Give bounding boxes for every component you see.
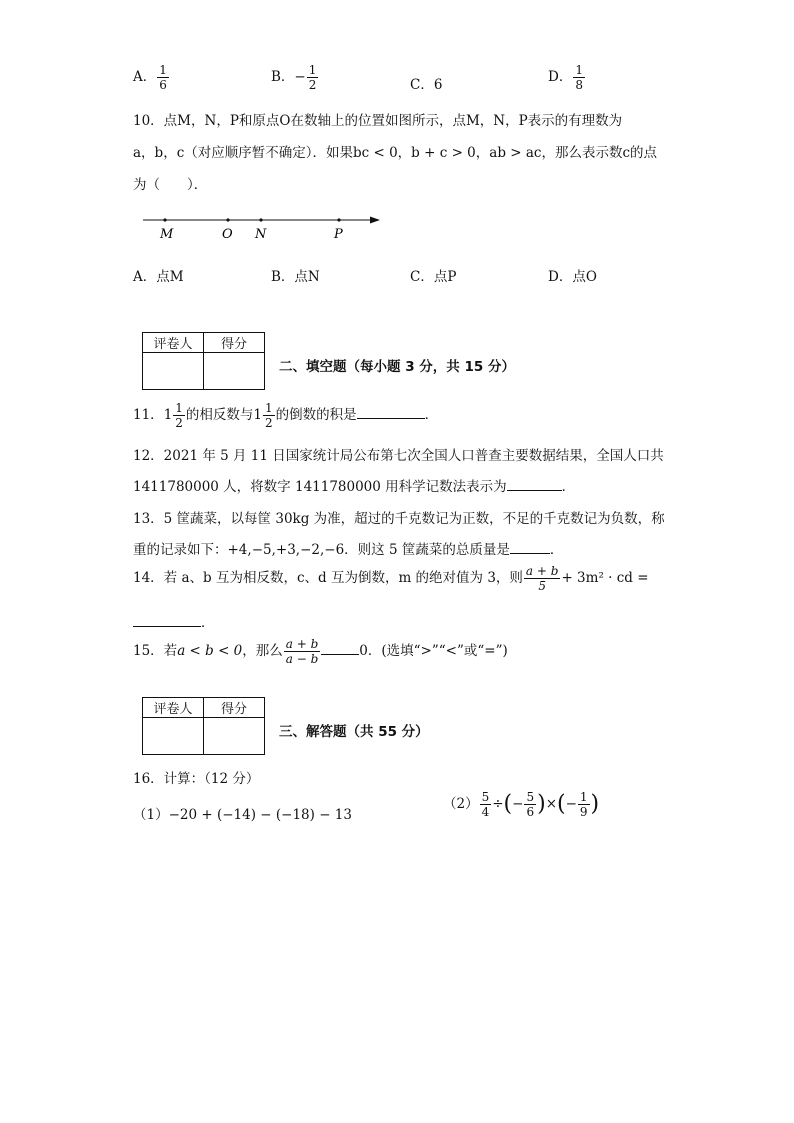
fraction: $\frac{1}{2}$	[308, 63, 317, 92]
q9-option-c: C．6	[410, 77, 443, 93]
q13-line1: 13．5 筐蔬菜，以每筐 30kg 为准，超过的千克数记为正数，不足的千克数记为负数，称	[133, 511, 665, 527]
fraction: $\frac{a + b}{a - b}$	[285, 637, 319, 666]
q10-option-b: B．点N	[271, 269, 320, 285]
q11: 11．1 $\frac{1}{2}$ 的相反数与1 $\frac{1}{2}$ 的倒数的积是 ．	[133, 401, 439, 430]
label-n: N	[255, 227, 267, 242]
q9-option-a: A． $\frac{1}{6}$	[133, 63, 167, 92]
point-p	[337, 218, 340, 221]
label-o: O	[222, 227, 233, 242]
q15: 15．若a < b < 0，那么 $\frac{a + b}{a - b}$ 0．(选填“>”“<”或“=”)	[133, 637, 508, 666]
fraction: $\frac{1}{6}$	[159, 63, 167, 92]
q9-option-d: D． $\frac{1}{8}$	[548, 63, 583, 92]
answer-blank	[510, 541, 550, 554]
q12-line1: 12．2021 年 5 月 11 日国家统计局公布第七次全国人口普查主要数据结果，全国人口共	[133, 448, 664, 464]
q12-line2: 1411780000 人，将数字 1411780000 用科学记数法表示为 ．	[133, 479, 576, 495]
q10-option-a: A．点M	[133, 269, 184, 285]
score-table-section3: 评卷人 得分	[142, 697, 265, 755]
q13-line2: 重的记录如下：+4,−5,+3,−2,−6．则这 5 筐蔬菜的总质量是 ．	[133, 542, 564, 558]
point-o	[226, 218, 229, 221]
point-n	[259, 218, 262, 221]
fraction: $\frac{a + b}{5}$	[525, 564, 559, 593]
fraction: $\frac{1}{9}$	[579, 790, 588, 819]
fraction: $\frac{1}{8}$	[575, 63, 583, 92]
q14: 14．若 a、b 互为相反数，c、d 互为倒数，m 的绝对值为 3，则 $\frac{a + b}{5}$ + 3m² · cd =	[133, 564, 649, 593]
q16-title: 16．计算：（12 分）	[133, 771, 260, 787]
label-m: M	[160, 227, 174, 242]
section2-title: 二、填空题（每小题 3 分，共 15 分）	[279, 359, 515, 375]
q9-option-b: B．− $\frac{1}{2}$	[271, 63, 317, 92]
q10-line2: a，b，c（对应顺序暂不确定）．如果bc < 0，b + c > 0，ab > ac，那么表示数c的点	[133, 145, 658, 161]
q10-option-c: C．点P	[410, 269, 457, 285]
fraction: $\frac{1}{2}$	[175, 401, 183, 430]
answer-blank	[507, 478, 562, 491]
fraction: $\frac{5}{6}$	[526, 790, 535, 819]
fraction: $\frac{5}{4}$	[481, 790, 490, 819]
section3-title: 三、解答题（共 55 分）	[279, 724, 429, 740]
answer-blank	[133, 614, 201, 627]
q10-option-d: D．点O	[548, 269, 597, 285]
q10-line3: 为（ ）．	[133, 177, 208, 193]
q16-part1: （1）−20 + (−14) − (−18) − 13	[133, 807, 352, 823]
q16-part2: （2） $\frac{5}{4}$ ÷(− $\frac{5}{6}$ )×(− $\frac{1}{9}$ )	[443, 790, 600, 819]
score-table-section2: 评卷人 得分	[142, 332, 265, 390]
label-p: P	[334, 227, 343, 242]
q14-answer-line: ．	[133, 611, 215, 631]
fraction: $\frac{1}{2}$	[265, 401, 273, 430]
point-m	[163, 218, 166, 221]
q10-line1: 10．点M，N，P和原点O在数轴上的位置如图所示，点M，N，P表示的有理数为	[133, 113, 623, 129]
number-line-diagram	[140, 208, 390, 244]
answer-blank	[321, 642, 359, 655]
axis-arrow	[370, 217, 380, 224]
answer-blank	[357, 406, 425, 419]
